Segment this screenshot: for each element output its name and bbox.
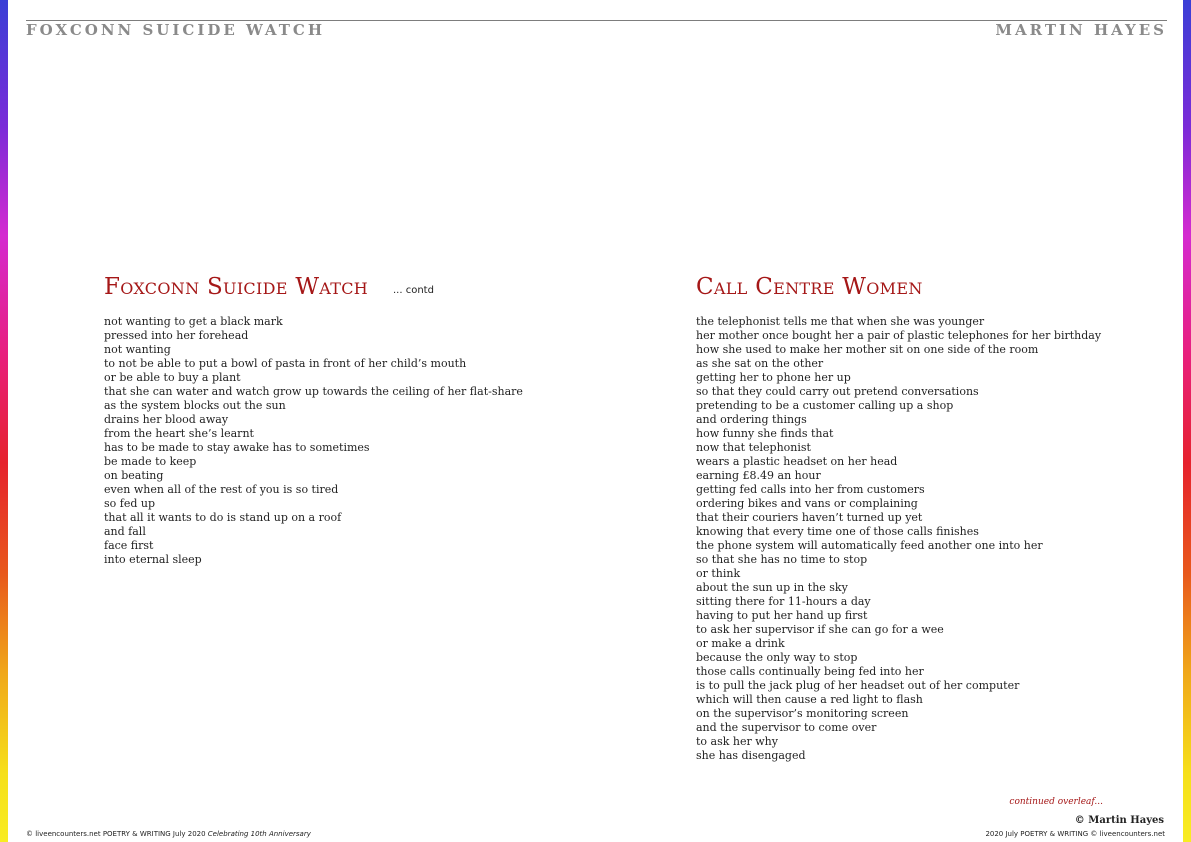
poem-line: getting her to phone her up: [696, 371, 851, 384]
footer-left-text: © liveencounters.net POETRY & WRITING July 2020: [26, 830, 208, 838]
poem-line: about the sun up in the sky: [696, 581, 848, 594]
poem-line: she has disengaged: [696, 749, 806, 762]
poem-line: how she used to make her mother sit on one side of the room: [696, 343, 1039, 356]
poem-line: how funny she finds that: [696, 427, 834, 440]
poem-line: is to pull the jack plug of her headset out of her computer: [696, 679, 1020, 692]
copyright-author: © Martin Hayes: [1074, 815, 1164, 826]
poem-line: that their couriers haven’t turned up yet: [696, 511, 923, 524]
poem-line: and ordering things: [696, 413, 807, 426]
right-color-edge: [1183, 0, 1191, 842]
poem-line: on beating: [104, 469, 164, 482]
poem-line: and the supervisor to come over: [696, 721, 877, 734]
poem-line: earning £8.49 an hour: [696, 469, 821, 482]
poem-line: to ask her why: [696, 735, 778, 748]
poem-line: now that telephonist: [696, 441, 811, 454]
poem-body-foxconn: [104, 315, 523, 567]
poem-line: and fall: [104, 525, 146, 538]
poem-line: so that she has no time to stop: [696, 553, 868, 566]
poem-line: having to put her hand up first: [696, 609, 868, 622]
continued-overleaf: continued overleaf...: [1009, 797, 1103, 807]
poem-line: because the only way to stop: [696, 651, 858, 664]
poem-line: as she sat on the other: [696, 357, 824, 370]
poem-line: not wanting to get a black mark: [104, 315, 283, 328]
poem-line: pressed into her forehead: [104, 329, 249, 342]
poem-line: to not be able to put a bowl of pasta in front of her child’s mouth: [104, 357, 467, 370]
footer-left-anniversary: Celebrating 10th Anniversary: [207, 830, 311, 838]
poem-line: so fed up: [104, 497, 156, 510]
poem-title-foxconn: Foxconn Suicide Watch: [104, 274, 369, 300]
poem-title-call-centre: Call Centre Women: [696, 274, 923, 300]
poem-line: from the heart she’s learnt: [104, 427, 254, 440]
poem-line: on the supervisor’s monitoring screen: [696, 707, 909, 720]
poem-line: or be able to buy a plant: [104, 371, 241, 384]
poem-line: getting fed calls into her from customers: [696, 483, 925, 496]
poem-line: that all it wants to do is stand up on a roof: [104, 511, 342, 524]
poem-line: pretending to be a customer calling up a shop: [696, 399, 954, 412]
poem-line: her mother once bought her a pair of plastic telephones for her birthday: [696, 329, 1102, 342]
poem-line: as the system blocks out the sun: [104, 399, 286, 412]
poem-body-call-centre: [696, 315, 1101, 763]
poem-line: face first: [104, 539, 154, 552]
poem-line: has to be made to stay awake has to sometimes: [104, 441, 370, 454]
footer-left: [26, 830, 311, 838]
poem-line: those calls continually being fed into her: [696, 665, 924, 678]
left-color-edge: [0, 0, 8, 842]
poem-line: even when all of the rest of you is so tired: [104, 483, 339, 496]
poem-line: not wanting: [104, 343, 171, 356]
poem-line: that she can water and watch grow up towards the ceiling of her flat-share: [104, 385, 523, 398]
poem-line: into eternal sleep: [104, 553, 202, 566]
running-header-author: MARTIN HAYES: [995, 21, 1167, 39]
poem-line: or make a drink: [696, 637, 785, 650]
poem-line: knowing that every time one of those calls finishes: [696, 525, 979, 538]
poem-line: the telephonist tells me that when she was younger: [696, 315, 985, 328]
footer-right: 2020 July POETRY & WRITING © liveencounters.net: [985, 830, 1165, 838]
running-header-title: FOXCONN SUICIDE WATCH: [26, 21, 326, 39]
poem-line: the phone system will automatically feed another one into her: [696, 539, 1043, 552]
poem-line: to ask her supervisor if she can go for a wee: [696, 623, 944, 636]
poem-line: wears a plastic headset on her head: [696, 455, 898, 468]
poem-line: so that they could carry out pretend conversations: [696, 385, 979, 398]
poem-line: or think: [696, 567, 741, 580]
poem-line: drains her blood away: [104, 413, 229, 426]
contd-label: ... contd: [393, 285, 434, 296]
poem-line: be made to keep: [104, 455, 197, 468]
poem-line: which will then cause a red light to flash: [696, 693, 923, 706]
poem-line: ordering bikes and vans or complaining: [696, 497, 918, 510]
poem-line: sitting there for 11-hours a day: [696, 595, 871, 608]
